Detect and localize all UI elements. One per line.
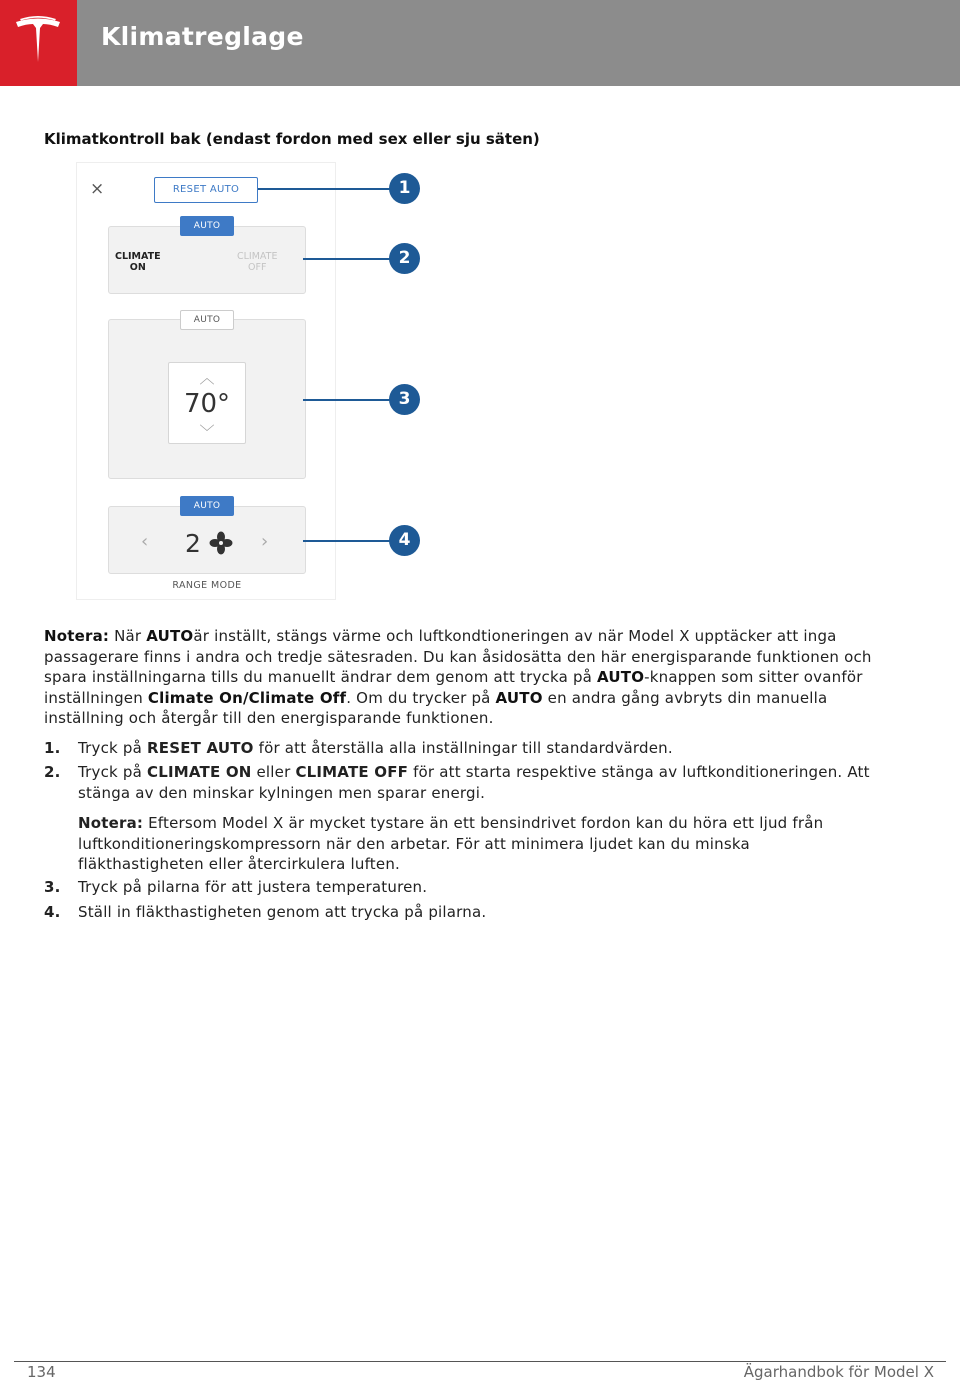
callout-badge-1: 1 — [389, 173, 420, 204]
chevron-up-icon: ︿ — [199, 369, 215, 387]
page-header — [0, 0, 960, 86]
note-paragraph: Notera: När AUTOär inställt, stängs värme och luftkondtioneringen av när Model X upptäcker att inga passagerare finns i andra och tredje sätesraden. Du kan åsidosätta den här energisparande funktionen och spara inställningarna tills du manuellt ändrar dem genom att trycka på AUTO-knappen som sitter ovanför inställningen Climate On/Climate Off. Om du trycker på AUTO en andra gång avbryts din manuella inställning och återgår till den energisparande funktionen. — [44, 627, 872, 727]
range-mode-label: RANGE MODE — [172, 580, 242, 591]
step-2-note: Notera: Eftersom Model X är mycket tystare än ett bensindrivet fordon kan du höra ett ljud från luftkonditioneringskompressorn när den arbetar. För att minimera ljudet kan du minska fläkthastigheten eller återcirkulera luften. — [78, 814, 824, 873]
manual-title: Ägarhandbok för Model X — [743, 1363, 934, 1381]
chevron-left-icon: ‹ — [141, 531, 149, 552]
step-number: 1. — [44, 739, 61, 757]
note-label: Notera: — [44, 627, 110, 645]
callout-line-4 — [303, 540, 390, 542]
close-icon: × — [90, 179, 105, 199]
step-text: Tryck på pilarna för att justera temperaturen. — [78, 878, 428, 896]
tesla-logo-icon — [12, 14, 64, 66]
climate-off-option: CLIMATE OFF — [237, 251, 278, 273]
auto-tab-fan: AUTO — [180, 496, 234, 516]
step-text: Ställ in fläkthastigheten genom att trycka på pilarna. — [78, 903, 487, 921]
page-number: 134 — [27, 1363, 56, 1381]
section-title: Klimatkontroll bak (endast fordon med sex eller sju säten) — [44, 130, 540, 148]
callout-line-1 — [258, 188, 390, 190]
auto-tab-temperature: AUTO — [180, 310, 234, 330]
step-number: 2. — [44, 763, 61, 781]
temperature-display — [168, 362, 246, 444]
page-title: Klimatreglage — [101, 22, 304, 51]
fan-speed-value: 2 — [185, 529, 201, 558]
chevron-right-icon: › — [261, 531, 269, 552]
brand-logo — [0, 0, 77, 86]
callout-badge-4: 4 — [389, 525, 420, 556]
step-text: Tryck på CLIMATE ON eller CLIMATE OFF för att starta respektive stänga av luftkonditioneringen. Att stänga av den minskar kylningen men sparar energi. — [78, 763, 870, 802]
auto-tab-climate: AUTO — [180, 216, 234, 236]
fan-icon — [209, 531, 233, 555]
callout-badge-2: 2 — [389, 243, 420, 274]
step-number: 3. — [44, 878, 61, 896]
climate-on-option: CLIMATE ON — [115, 251, 161, 273]
callout-line-3 — [303, 399, 390, 401]
step-text: Tryck på RESET AUTO för att återställa alla inställningar till standardvärden. — [78, 739, 673, 757]
temperature-value: 70° — [183, 389, 231, 419]
reset-auto-button: RESET AUTO — [154, 177, 258, 203]
note-label: Notera: — [78, 814, 144, 832]
climate-control-illustration — [76, 162, 336, 600]
chevron-down-icon: ﹀ — [199, 423, 215, 441]
callout-badge-3: 3 — [389, 384, 420, 415]
step-number: 4. — [44, 903, 61, 921]
fan-speed-panel — [108, 506, 306, 574]
footer-divider — [14, 1361, 946, 1362]
callout-line-2 — [303, 258, 390, 260]
